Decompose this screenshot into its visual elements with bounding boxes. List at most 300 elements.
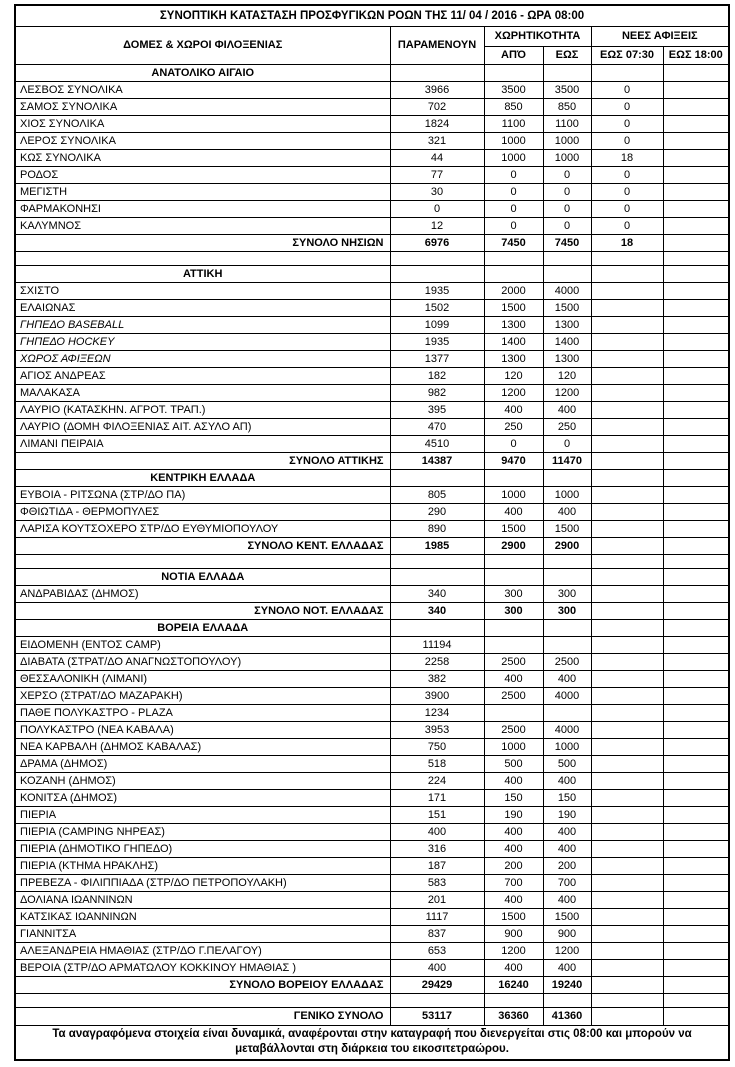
arrivals-1800-cell <box>663 283 729 300</box>
arrivals-0730-cell <box>591 790 663 807</box>
total-row <box>15 453 729 470</box>
remaining-cell: 1234 <box>390 705 484 722</box>
facility-cell: ΔΡΑΜΑ (ΔΗΜΟΣ) <box>15 756 390 773</box>
arrivals-0730-cell <box>591 586 663 603</box>
capacity-to-cell: 4000 <box>543 283 591 300</box>
facility-cell: ΑΓΙΟΣ ΑΝΔΡΕΑΣ <box>15 368 390 385</box>
remaining-cell: 750 <box>390 739 484 756</box>
remaining-cell: 182 <box>390 368 484 385</box>
total-row <box>15 235 729 252</box>
capacity-from-cell: 7450 <box>484 235 543 252</box>
capacity-from-cell <box>484 470 543 487</box>
capacity-from-cell: 1000 <box>484 487 543 504</box>
arrivals-0730-cell <box>591 688 663 705</box>
capacity-to-cell: 1000 <box>543 739 591 756</box>
arrivals-1800-cell <box>663 150 729 167</box>
facility-cell: ΧΕΡΣΟ (ΣΤΡΑΤ/ΔΟ ΜΑΖΑΡΑΚΗ) <box>15 688 390 705</box>
facility-cell: ΒΟΡΕΙΑ ΕΛΛΑΔΑ <box>15 620 390 637</box>
remaining-cell <box>390 569 484 586</box>
column-header-arrivals-0730: ΕΩΣ 07:30 <box>591 47 663 65</box>
capacity-to-cell: 1100 <box>543 116 591 133</box>
capacity-to-cell <box>543 620 591 637</box>
arrivals-0730-cell: 0 <box>591 167 663 184</box>
capacity-to-cell: 3500 <box>543 82 591 99</box>
capacity-from-cell: 2900 <box>484 538 543 555</box>
capacity-to-cell: 2900 <box>543 538 591 555</box>
remaining-cell: 1377 <box>390 351 484 368</box>
arrivals-1800-cell <box>663 334 729 351</box>
facility-row <box>15 858 729 875</box>
column-header-row <box>15 27 729 47</box>
facility-cell: ΓΗΠΕΔΟ BASEBALL <box>15 317 390 334</box>
remaining-cell: 201 <box>390 892 484 909</box>
capacity-from-cell: 1000 <box>484 739 543 756</box>
arrivals-0730-cell <box>591 368 663 385</box>
remaining-cell <box>390 994 484 1008</box>
capacity-to-cell: 400 <box>543 824 591 841</box>
facility-cell: ΦΘΙΩΤΙΔΑ - ΘΕΡΜΟΠΥΛΕΣ <box>15 504 390 521</box>
capacity-to-cell: 7450 <box>543 235 591 252</box>
spacer-row <box>15 555 729 569</box>
arrivals-0730-cell <box>591 521 663 538</box>
arrivals-0730-cell <box>591 841 663 858</box>
arrivals-0730-cell <box>591 756 663 773</box>
capacity-to-cell: 900 <box>543 926 591 943</box>
capacity-to-cell: 1300 <box>543 317 591 334</box>
remaining-cell: 805 <box>390 487 484 504</box>
facility-cell: ΚΟΝΙΤΣΑ (ΔΗΜΟΣ) <box>15 790 390 807</box>
facility-row <box>15 773 729 790</box>
arrivals-1800-cell <box>663 773 729 790</box>
remaining-cell: 3900 <box>390 688 484 705</box>
facility-cell: ΠΙΕΡΙΑ (CAMPING ΝΗΡΕΑΣ) <box>15 824 390 841</box>
total-row <box>15 538 729 555</box>
arrivals-1800-cell <box>663 538 729 555</box>
capacity-to-cell: 1500 <box>543 521 591 538</box>
arrivals-1800-cell <box>663 351 729 368</box>
remaining-cell: 653 <box>390 943 484 960</box>
facility-cell: ΓΙΑΝΝΙΤΣΑ <box>15 926 390 943</box>
remaining-cell: 395 <box>390 402 484 419</box>
column-header-capacity-from: ΑΠΌ <box>484 47 543 65</box>
facility-row <box>15 909 729 926</box>
remaining-cell: 400 <box>390 824 484 841</box>
arrivals-1800-cell <box>663 201 729 218</box>
arrivals-0730-cell <box>591 943 663 960</box>
arrivals-0730-cell <box>591 637 663 654</box>
facility-row <box>15 368 729 385</box>
remaining-cell: 171 <box>390 790 484 807</box>
refugee-flows-summary-table <box>14 4 730 1061</box>
remaining-cell: 321 <box>390 133 484 150</box>
arrivals-0730-cell <box>591 960 663 977</box>
facility-cell: ΧΩΡΟΣ ΑΦΙΞΕΩΝ <box>15 351 390 368</box>
remaining-cell: 470 <box>390 419 484 436</box>
facility-cell: ΓΗΠΕΔΟ HOCKEY <box>15 334 390 351</box>
facility-row <box>15 167 729 184</box>
facility-row <box>15 116 729 133</box>
arrivals-1800-cell <box>663 116 729 133</box>
facility-cell: ΠΙΕΡΙΑ (ΚΤΗΜΑ ΗΡΑΚΛΗΣ) <box>15 858 390 875</box>
capacity-from-cell: 1500 <box>484 909 543 926</box>
remaining-cell: 6976 <box>390 235 484 252</box>
arrivals-1800-cell <box>663 688 729 705</box>
remaining-cell <box>390 65 484 82</box>
arrivals-0730-cell <box>591 807 663 824</box>
column-header-arrivals-1800: ΕΩΣ 18:00 <box>663 47 729 65</box>
capacity-to-cell: 19240 <box>543 977 591 994</box>
arrivals-0730-cell: 0 <box>591 218 663 235</box>
remaining-cell: 3953 <box>390 722 484 739</box>
arrivals-1800-cell <box>663 385 729 402</box>
capacity-to-cell <box>543 555 591 569</box>
capacity-to-cell: 300 <box>543 603 591 620</box>
arrivals-1800-cell <box>663 807 729 824</box>
facility-row <box>15 688 729 705</box>
arrivals-1800-cell <box>663 994 729 1008</box>
capacity-to-cell <box>543 705 591 722</box>
remaining-cell: 1117 <box>390 909 484 926</box>
capacity-from-cell: 250 <box>484 419 543 436</box>
arrivals-1800-cell <box>663 977 729 994</box>
facility-row <box>15 300 729 317</box>
remaining-cell: 30 <box>390 184 484 201</box>
capacity-to-cell <box>543 637 591 654</box>
capacity-to-cell: 1000 <box>543 133 591 150</box>
capacity-to-cell: 0 <box>543 436 591 453</box>
capacity-to-cell: 11470 <box>543 453 591 470</box>
capacity-to-cell: 0 <box>543 167 591 184</box>
arrivals-1800-cell <box>663 637 729 654</box>
facility-cell: ΜΑΛΑΚΑΣΑ <box>15 385 390 402</box>
facility-cell: ΛΕΣΒΟΣ ΣΥΝΟΛΙΚΑ <box>15 82 390 99</box>
arrivals-0730-cell: 0 <box>591 201 663 218</box>
facility-row <box>15 960 729 977</box>
arrivals-0730-cell <box>591 926 663 943</box>
facility-row <box>15 150 729 167</box>
capacity-to-cell: 1500 <box>543 300 591 317</box>
capacity-to-cell: 400 <box>543 841 591 858</box>
arrivals-0730-cell <box>591 453 663 470</box>
capacity-from-cell: 1400 <box>484 334 543 351</box>
arrivals-0730-cell <box>591 351 663 368</box>
remaining-cell: 837 <box>390 926 484 943</box>
remaining-cell: 224 <box>390 773 484 790</box>
facility-cell: ΡΟΔΟΣ <box>15 167 390 184</box>
footer-note: Τα αναγραφόμενα στοιχεία είναι δυναμικά, αναφέρονται στην καταγραφή που διενεργείται στις 08:00 και μπορούν να μεταβάλλονται στη διάρκεια του εικοσιτετραώρου. <box>15 1026 729 1061</box>
arrivals-1800-cell <box>663 858 729 875</box>
capacity-to-cell <box>543 252 591 266</box>
facility-cell: ΒΕΡΟΙΑ (ΣΤΡ/ΔΟ ΑΡΜΑΤΩΛΟΥ ΚΟΚΚΙΝΟΥ ΗΜΑΘΙΑΣ ) <box>15 960 390 977</box>
capacity-from-cell: 300 <box>484 603 543 620</box>
arrivals-0730-cell <box>591 773 663 790</box>
capacity-from-cell: 16240 <box>484 977 543 994</box>
capacity-to-cell: 0 <box>543 201 591 218</box>
facility-cell: ΠΙΕΡΙΑ <box>15 807 390 824</box>
arrivals-0730-cell <box>591 555 663 569</box>
capacity-from-cell: 400 <box>484 504 543 521</box>
facility-cell: ΣΥΝΟΛΟ ΚΕΝΤ. ΕΛΛΑΔΑΣ <box>15 538 390 555</box>
capacity-to-cell: 850 <box>543 99 591 116</box>
facility-cell: ΚΟΖΑΝΗ (ΔΗΜΟΣ) <box>15 773 390 790</box>
arrivals-1800-cell <box>663 184 729 201</box>
capacity-from-cell <box>484 266 543 283</box>
facility-cell: ΚΑΛΥΜΝΟΣ <box>15 218 390 235</box>
facility-row <box>15 351 729 368</box>
arrivals-1800-cell <box>663 790 729 807</box>
facility-row <box>15 419 729 436</box>
capacity-from-cell: 0 <box>484 184 543 201</box>
capacity-to-cell <box>543 470 591 487</box>
remaining-cell <box>390 620 484 637</box>
capacity-from-cell: 400 <box>484 960 543 977</box>
arrivals-0730-cell: 0 <box>591 184 663 201</box>
arrivals-1800-cell <box>663 671 729 688</box>
capacity-to-cell: 1000 <box>543 487 591 504</box>
facility-row <box>15 487 729 504</box>
arrivals-0730-cell <box>591 538 663 555</box>
remaining-cell: 0 <box>390 201 484 218</box>
capacity-from-cell: 1300 <box>484 317 543 334</box>
capacity-from-cell: 150 <box>484 790 543 807</box>
capacity-from-cell: 400 <box>484 824 543 841</box>
facility-row <box>15 586 729 603</box>
capacity-to-cell: 1200 <box>543 943 591 960</box>
arrivals-0730-cell <box>591 739 663 756</box>
capacity-from-cell: 400 <box>484 402 543 419</box>
arrivals-1800-cell <box>663 1008 729 1026</box>
remaining-cell: 340 <box>390 586 484 603</box>
facility-cell: ΑΝΑΤΟΛΙΚΟ ΑΙΓΑΙΟ <box>15 65 390 82</box>
capacity-to-cell: 1300 <box>543 351 591 368</box>
arrivals-0730-cell <box>591 892 663 909</box>
capacity-from-cell: 850 <box>484 99 543 116</box>
capacity-to-cell: 0 <box>543 218 591 235</box>
facility-row <box>15 283 729 300</box>
facility-row <box>15 943 729 960</box>
remaining-cell: 400 <box>390 960 484 977</box>
arrivals-0730-cell <box>591 252 663 266</box>
remaining-cell: 187 <box>390 858 484 875</box>
remaining-cell: 1502 <box>390 300 484 317</box>
remaining-cell: 1935 <box>390 283 484 300</box>
arrivals-0730-cell <box>591 300 663 317</box>
facility-cell: ΛΙΜΑΝΙ ΠΕΙΡΑΙΑ <box>15 436 390 453</box>
facility-row <box>15 824 729 841</box>
arrivals-1800-cell <box>663 402 729 419</box>
section-header-row <box>15 470 729 487</box>
facility-row <box>15 184 729 201</box>
capacity-from-cell: 400 <box>484 671 543 688</box>
facility-cell: ΝΕΑ ΚΑΡΒΑΛΗ (ΔΗΜΟΣ ΚΑΒΑΛΑΣ) <box>15 739 390 756</box>
remaining-cell: 583 <box>390 875 484 892</box>
facility-cell: ΠΙΕΡΙΑ (ΔΗΜΟΤΙΚΟ ΓΗΠΕΔΟ) <box>15 841 390 858</box>
arrivals-1800-cell <box>663 824 729 841</box>
facility-cell: ΕΛΑΙΩΝΑΣ <box>15 300 390 317</box>
facility-cell: ΦΑΡΜΑΚΟΝΗΣΙ <box>15 201 390 218</box>
arrivals-1800-cell <box>663 620 729 637</box>
arrivals-1800-cell <box>663 603 729 620</box>
remaining-cell <box>390 252 484 266</box>
remaining-cell: 1099 <box>390 317 484 334</box>
arrivals-0730-cell <box>591 671 663 688</box>
arrivals-0730-cell: 18 <box>591 235 663 252</box>
capacity-from-cell: 1200 <box>484 385 543 402</box>
arrivals-1800-cell <box>663 133 729 150</box>
remaining-cell: 702 <box>390 99 484 116</box>
arrivals-1800-cell <box>663 368 729 385</box>
capacity-from-cell <box>484 252 543 266</box>
facility-cell: ΣΥΝΟΛΟ ΒΟΡΕΙΟΥ ΕΛΛΑΔΑΣ <box>15 977 390 994</box>
capacity-to-cell: 400 <box>543 960 591 977</box>
capacity-to-cell: 41360 <box>543 1008 591 1026</box>
capacity-from-cell: 0 <box>484 201 543 218</box>
facility-cell: ΣΥΝΟΛΟ ΑΤΤΙΚΗΣ <box>15 453 390 470</box>
capacity-from-cell: 36360 <box>484 1008 543 1026</box>
arrivals-1800-cell <box>663 960 729 977</box>
facility-cell: ΠΡΕΒΕΖΑ - ΦΙΛΙΠΠΙΑΔΑ (ΣΤΡ/ΔΟ ΠΕΤΡΟΠΟΥΛΑΚΗ) <box>15 875 390 892</box>
arrivals-1800-cell <box>663 756 729 773</box>
spacer-row <box>15 252 729 266</box>
arrivals-1800-cell <box>663 65 729 82</box>
remaining-cell: 2258 <box>390 654 484 671</box>
capacity-from-cell <box>484 637 543 654</box>
facility-row <box>15 671 729 688</box>
facility-cell: ΠΟΛΥΚΑΣΤΡΟ (ΝΕΑ ΚΑΒΑΛΑ) <box>15 722 390 739</box>
section-header-row <box>15 620 729 637</box>
facility-row <box>15 722 729 739</box>
arrivals-1800-cell <box>663 739 729 756</box>
arrivals-1800-cell <box>663 926 729 943</box>
arrivals-1800-cell <box>663 436 729 453</box>
remaining-cell: 53117 <box>390 1008 484 1026</box>
capacity-from-cell: 120 <box>484 368 543 385</box>
remaining-cell: 382 <box>390 671 484 688</box>
facility-cell: ΚΩΣ ΣΥΝΟΛΙΚΑ <box>15 150 390 167</box>
column-header-arrivals-group: ΝΕΕΣ ΑΦΙΞΕΙΣ <box>591 27 729 47</box>
column-header-capacity-group: ΧΩΡΗΤΙΚΟΤΗΤΑ <box>484 27 591 47</box>
capacity-to-cell: 400 <box>543 671 591 688</box>
capacity-from-cell: 2500 <box>484 654 543 671</box>
arrivals-1800-cell <box>663 419 729 436</box>
capacity-to-cell: 1400 <box>543 334 591 351</box>
page-title: ΣΥΝΟΠΤΙΚΗ ΚΑΤΑΣΤΑΣΗ ΠΡΟΣΦΥΓΙΚΩΝ ΡΟΩΝ ΤΗΣ 11/ 04 / 2016 - ΩΡΑ 08:00 <box>15 5 729 27</box>
capacity-from-cell: 190 <box>484 807 543 824</box>
arrivals-0730-cell <box>591 705 663 722</box>
arrivals-0730-cell: 0 <box>591 116 663 133</box>
column-header-remaining: ΠΑΡΑΜΕΝΟΥΝ <box>390 27 484 65</box>
facility-row <box>15 317 729 334</box>
facility-cell <box>15 252 390 266</box>
arrivals-1800-cell <box>663 167 729 184</box>
section-header-row <box>15 266 729 283</box>
capacity-to-cell: 4000 <box>543 722 591 739</box>
remaining-cell: 29429 <box>390 977 484 994</box>
capacity-to-cell: 120 <box>543 368 591 385</box>
arrivals-0730-cell <box>591 419 663 436</box>
remaining-cell: 11194 <box>390 637 484 654</box>
capacity-from-cell: 3500 <box>484 82 543 99</box>
capacity-from-cell: 0 <box>484 218 543 235</box>
arrivals-1800-cell <box>663 586 729 603</box>
capacity-from-cell: 1500 <box>484 300 543 317</box>
arrivals-1800-cell <box>663 82 729 99</box>
facility-row <box>15 99 729 116</box>
arrivals-0730-cell <box>591 875 663 892</box>
remaining-cell: 4510 <box>390 436 484 453</box>
arrivals-1800-cell <box>663 252 729 266</box>
facility-cell: ΣΥΝΟΛΟ ΝΗΣΙΩΝ <box>15 235 390 252</box>
facility-row <box>15 504 729 521</box>
arrivals-0730-cell <box>591 722 663 739</box>
total-row <box>15 603 729 620</box>
column-header-capacity-to: ΕΩΣ <box>543 47 591 65</box>
facility-row <box>15 385 729 402</box>
arrivals-1800-cell <box>663 654 729 671</box>
capacity-from-cell: 1100 <box>484 116 543 133</box>
facility-cell: ΜΕΓΙΣΤΗ <box>15 184 390 201</box>
capacity-from-cell: 2500 <box>484 722 543 739</box>
arrivals-0730-cell <box>591 487 663 504</box>
facility-row <box>15 654 729 671</box>
capacity-from-cell: 2500 <box>484 688 543 705</box>
remaining-cell: 518 <box>390 756 484 773</box>
capacity-from-cell <box>484 65 543 82</box>
capacity-from-cell: 1000 <box>484 150 543 167</box>
arrivals-0730-cell <box>591 654 663 671</box>
arrivals-1800-cell <box>663 569 729 586</box>
facility-cell: ΠΑΘΕ ΠΟΛΥΚΑΣΤΡΟ - PLAZA <box>15 705 390 722</box>
facility-cell: ΓΕΝΙΚΟ ΣΥΝΟΛΟ <box>15 1008 390 1026</box>
remaining-cell: 290 <box>390 504 484 521</box>
arrivals-1800-cell <box>663 943 729 960</box>
arrivals-1800-cell <box>663 266 729 283</box>
capacity-to-cell: 700 <box>543 875 591 892</box>
facility-cell: ΛΑΡΙΣΑ ΚΟΥΤΣΟΧΕΡΟ ΣΤΡ/ΔΟ ΕΥΘΥΜΙΟΠΟΥΛΟΥ <box>15 521 390 538</box>
capacity-from-cell: 0 <box>484 436 543 453</box>
grand-total-row <box>15 1008 729 1026</box>
arrivals-1800-cell <box>663 555 729 569</box>
column-header-facility: ΔΟΜΕΣ & ΧΩΡΟΙ ΦΙΛΟΞΕΝΙΑΣ <box>15 27 390 65</box>
facility-cell: ΕΥΒΟΙΑ - ΡΙΤΣΩΝΑ (ΣΤΡ/ΔΟ ΠΑ) <box>15 487 390 504</box>
facility-cell: ΕΙΔΟΜΕΝΗ (ΕΝΤΟΣ CAMP) <box>15 637 390 654</box>
capacity-from-cell <box>484 705 543 722</box>
arrivals-1800-cell <box>663 99 729 116</box>
arrivals-0730-cell <box>591 1008 663 1026</box>
remaining-cell: 12 <box>390 218 484 235</box>
facility-row <box>15 82 729 99</box>
arrivals-0730-cell: 0 <box>591 133 663 150</box>
arrivals-0730-cell <box>591 283 663 300</box>
facility-row <box>15 521 729 538</box>
facility-row <box>15 875 729 892</box>
facility-row <box>15 436 729 453</box>
arrivals-0730-cell <box>591 436 663 453</box>
arrivals-0730-cell <box>591 402 663 419</box>
remaining-cell: 340 <box>390 603 484 620</box>
capacity-to-cell <box>543 65 591 82</box>
remaining-cell <box>390 555 484 569</box>
capacity-from-cell <box>484 569 543 586</box>
arrivals-0730-cell: 18 <box>591 150 663 167</box>
arrivals-1800-cell <box>663 300 729 317</box>
capacity-to-cell: 400 <box>543 402 591 419</box>
remaining-cell <box>390 266 484 283</box>
arrivals-0730-cell <box>591 603 663 620</box>
capacity-from-cell <box>484 994 543 1008</box>
facility-row <box>15 841 729 858</box>
title-row <box>15 5 729 27</box>
